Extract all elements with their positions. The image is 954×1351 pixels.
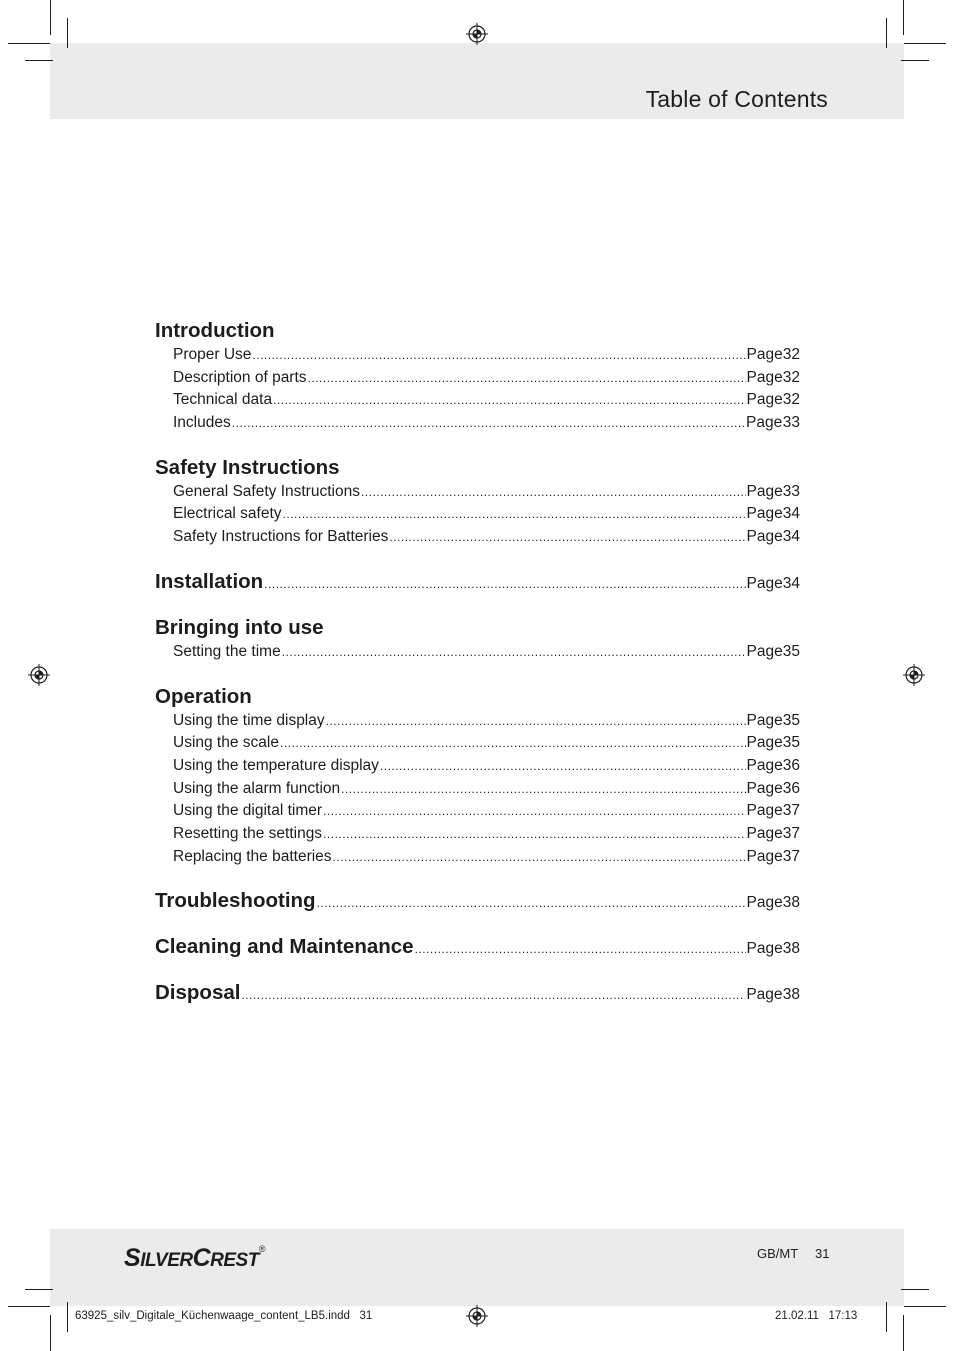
- crop-mark: [50, 1315, 51, 1351]
- dot-leader: [264, 571, 745, 597]
- crop-mark: [901, 60, 929, 61]
- entry-label: General Safety Instructions: [173, 482, 360, 500]
- crop-mark: [25, 1289, 53, 1290]
- toc-entry[interactable]: [155, 888, 800, 914]
- crop-mark: [904, 1306, 946, 1307]
- toc-entry[interactable]: [155, 503, 800, 526]
- entry-label: Using the scale: [173, 734, 279, 752]
- page-word: Page: [746, 802, 783, 820]
- crop-mark: [903, 0, 904, 35]
- dot-leader: [323, 800, 746, 823]
- section-heading: Cleaning and Maintenance: [155, 935, 414, 959]
- page-number: 38: [782, 940, 800, 958]
- page-number: 34: [782, 574, 800, 592]
- entry-label: Resetting the settings: [173, 824, 323, 842]
- registration-mark-icon: [466, 1305, 488, 1327]
- page-word: Page: [746, 368, 783, 386]
- page-word: Page: [746, 824, 783, 842]
- dot-leader: [415, 936, 746, 962]
- crop-mark: [886, 18, 887, 48]
- crop-mark: [67, 1302, 68, 1332]
- toc-entry[interactable]: [155, 389, 800, 412]
- entry-label: Using the time display: [173, 711, 325, 729]
- section-heading: Safety Instructions: [155, 455, 340, 479]
- page-number: 37: [782, 824, 800, 842]
- page-word: Page: [746, 414, 783, 432]
- crop-mark: [8, 1306, 50, 1307]
- page-number: 37: [782, 847, 800, 865]
- page-number: 33: [782, 482, 800, 500]
- toc-entry[interactable]: [155, 778, 800, 801]
- page-word: Page: [746, 505, 783, 523]
- toc-entry[interactable]: [155, 481, 800, 504]
- page-word: Page: [746, 894, 783, 912]
- toc-entry[interactable]: [155, 980, 800, 1006]
- crop-mark: [903, 1315, 904, 1351]
- entry-label: Using the alarm function: [173, 779, 341, 797]
- registration-mark-icon: [903, 664, 925, 686]
- toc-entry[interactable]: [155, 710, 800, 733]
- dot-leader: [341, 778, 745, 801]
- page-number: 32: [782, 391, 800, 409]
- crop-mark: [8, 43, 50, 44]
- dot-leader: [252, 344, 745, 367]
- page-number: 35: [782, 711, 800, 729]
- dot-leader: [308, 367, 746, 390]
- page-number: 34: [782, 528, 800, 546]
- print-slug-file: 63925_silv_Digitale_Küchenwaage_content_LB5.indd 31: [75, 1310, 373, 1322]
- page-word: Page: [746, 734, 783, 752]
- language-code: GB/MT: [757, 1246, 799, 1261]
- dot-leader: [280, 732, 746, 755]
- section-heading: Troubleshooting: [155, 889, 316, 913]
- dot-leader: [232, 412, 745, 435]
- brand-logo: SILVERCREST®: [124, 1244, 265, 1272]
- page-word: Page: [746, 574, 783, 592]
- toc-entry[interactable]: [155, 641, 800, 664]
- toc-section: [155, 455, 800, 549]
- page-number: 37: [782, 802, 800, 820]
- page-number: 38: [782, 986, 800, 1004]
- dot-leader: [361, 481, 746, 504]
- page-number: 36: [782, 779, 800, 797]
- entry-label: Description of parts: [173, 368, 307, 386]
- page-word: Page: [746, 756, 783, 774]
- section-heading: Disposal: [155, 981, 241, 1005]
- toc-entry[interactable]: [155, 344, 800, 367]
- dot-leader: [323, 823, 745, 846]
- section-heading: Bringing into use: [155, 615, 324, 639]
- dot-leader: [333, 846, 746, 869]
- page-word: Page: [746, 528, 783, 546]
- dot-leader: [317, 890, 746, 916]
- crop-mark: [50, 0, 51, 35]
- page-word: Page: [746, 482, 783, 500]
- registration-mark-icon: [28, 664, 50, 686]
- page-word: Page: [746, 642, 783, 660]
- registration-mark-icon: [466, 23, 488, 45]
- entry-label: Technical data: [173, 391, 273, 409]
- entry-label: Includes: [173, 414, 231, 432]
- toc-entry[interactable]: [155, 846, 800, 869]
- toc-entry[interactable]: [155, 934, 800, 960]
- page-word: Page: [746, 346, 783, 363]
- entry-label: Safety Instructions for Batteries: [173, 528, 389, 546]
- dot-leader: [282, 641, 746, 664]
- page-word: Page: [746, 391, 783, 409]
- dot-leader: [283, 503, 746, 526]
- dot-leader: [326, 710, 746, 733]
- dot-leader: [241, 982, 745, 1008]
- page-word: Page: [746, 940, 783, 958]
- table-of-contents: [155, 318, 800, 1006]
- dot-leader: [380, 755, 746, 778]
- toc-section: [155, 684, 800, 869]
- toc-entry[interactable]: [155, 526, 800, 549]
- page-word: Page: [746, 986, 783, 1004]
- page-word: Page: [746, 711, 783, 729]
- toc-entry[interactable]: [155, 800, 800, 823]
- toc-entry[interactable]: [155, 569, 800, 595]
- toc-entry[interactable]: [155, 823, 800, 846]
- entry-label: Replacing the batteries: [173, 847, 332, 865]
- page-number: 34: [782, 505, 800, 523]
- page-number: 38: [782, 894, 800, 912]
- entry-label: Using the digital timer: [173, 802, 323, 820]
- page-word: Page: [746, 847, 783, 865]
- dot-leader: [273, 389, 745, 412]
- entry-label: Setting the time: [173, 642, 281, 660]
- entry-label: Electrical safety: [173, 505, 282, 523]
- crop-mark: [901, 1289, 929, 1290]
- crop-mark: [904, 43, 946, 44]
- crop-mark: [25, 60, 53, 61]
- page-number: 32: [782, 368, 800, 386]
- toc-entry[interactable]: [155, 367, 800, 390]
- toc-section: [155, 615, 800, 664]
- page-number: 36: [782, 756, 800, 774]
- toc-entry[interactable]: [155, 412, 800, 435]
- crop-mark: [67, 18, 68, 48]
- page-number-footer: 31: [815, 1246, 830, 1261]
- page-number: 35: [782, 642, 800, 660]
- page-title: Table of Contents: [645, 86, 828, 112]
- entry-label: Using the temperature display: [173, 756, 379, 774]
- dot-leader: [389, 526, 745, 549]
- page-number: 32: [782, 346, 800, 363]
- entry-label: Proper Use: [173, 346, 252, 363]
- print-slug-date: 21.02.11 17:13: [775, 1310, 858, 1322]
- toc-section: [155, 318, 800, 435]
- section-heading: Installation: [155, 569, 264, 593]
- section-heading: Operation: [155, 684, 252, 708]
- page-word: Page: [746, 779, 783, 797]
- toc-entry[interactable]: [155, 755, 800, 778]
- page-number: 33: [782, 414, 800, 432]
- crop-mark: [886, 1302, 887, 1332]
- section-heading: Introduction: [155, 319, 275, 342]
- toc-entry[interactable]: [155, 732, 800, 755]
- page-number: 35: [782, 734, 800, 752]
